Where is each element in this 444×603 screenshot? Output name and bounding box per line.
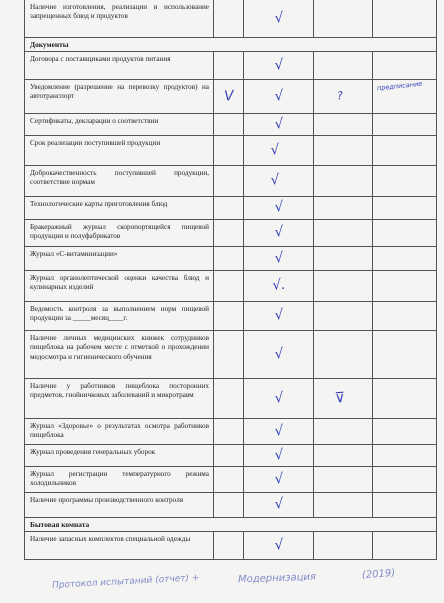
column-2-cell [243,302,313,330]
criterion-text: Технологические карты приготовления блюд [30,200,168,208]
column-3-cell [313,445,372,466]
column-4-cell [372,0,436,37]
column-3-cell [313,136,372,165]
column-3-cell [313,52,372,79]
column-4-cell [372,271,436,301]
column-2-cell [243,114,313,135]
column-4-cell [372,302,436,330]
checkmark-handwritten: √ [273,389,284,407]
column-4-cell [372,220,436,246]
column-2-cell [243,136,313,165]
column-1-cell [213,271,243,301]
column-2-cell [243,80,313,113]
column-4-cell [372,493,436,517]
checkmark-handwritten: √ [273,307,284,324]
column-2-cell [243,532,313,559]
section-header-row [25,518,436,532]
column-3-cell [313,247,372,270]
column-1-cell [213,419,243,444]
checklist-row [25,445,436,467]
column-4-cell [372,114,436,135]
checklist-row [25,114,436,136]
column-4-cell [372,379,436,418]
column-3-cell [313,114,372,135]
column-3-cell [313,331,372,378]
checklist-row [25,419,436,445]
column-4-cell [372,80,436,113]
column-3-cell [313,493,372,517]
column-1-cell [213,493,243,517]
column-2-cell [243,445,313,466]
checkmark-handwritten: √. [271,276,286,294]
checklist-row [25,467,436,493]
criterion-text: Доброкачественность поступившей продукции, соответствие нормам [30,169,209,187]
column-2-cell [243,220,313,246]
column-3-cell [313,379,372,418]
checkmark-handwritten: √ [273,345,284,363]
checklist-row [25,52,436,80]
checkmark-handwritten: √ [273,87,284,105]
column-2-cell [243,0,313,37]
checklist-row [25,80,436,114]
column-1-cell [213,114,243,135]
checkmark-handwritten: √ [273,115,284,133]
column-2-cell [243,493,313,517]
column-1-cell [213,532,243,559]
column-1-cell [213,220,243,246]
checklist-row [25,532,436,560]
criterion-text: Ведомость контроля за выполнением норм пищевой продукции за _____месяц____г. [30,305,209,323]
checkmark-handwritten: √ [273,56,284,74]
column-1-cell [213,247,243,270]
checkmark-handwritten: √ [273,536,284,554]
criterion-text: Журнал органолептической оценки качества блюд и кулинарных изделий [30,274,209,292]
checkmark-handwritten: √ [273,224,284,241]
checklist-row [25,493,436,518]
column-4-cell [372,419,436,444]
column-1-cell [213,166,243,196]
checklist-row [25,220,436,247]
criterion-text: Журнал «С-витаминизации» [30,250,118,258]
column-1-cell [213,52,243,79]
column-1-cell [213,80,243,113]
criterion-text: Наличие запасных комплектов специальной одежды [30,535,191,543]
criterion-text: Бракеражный журнал скоропортящейся пищевой продукции и полуфабрикатов [30,223,209,241]
checklist-row [25,331,436,379]
criterion-text: Сертификаты, декларации о соответствии [30,117,159,125]
checkmark-handwritten: √ [273,446,284,464]
column-3-cell [313,166,372,196]
column-3-cell [313,467,372,492]
column-2-cell [243,271,313,301]
checklist-row [25,302,436,331]
checklist-row [25,197,436,220]
column-3-cell [313,271,372,301]
criterion-text: Срок реализации поступившей продукции [30,139,161,147]
column-4-cell [372,197,436,219]
section-header-row [25,38,436,52]
handwritten-v-mark: V [223,87,234,105]
column-2-cell [243,379,313,418]
checklist-row [25,379,436,419]
checkmark-handwritten: √ [270,172,281,189]
checkmark-handwritten: √ [273,496,284,513]
section-title: Документы [30,40,69,49]
column-3-cell [313,197,372,219]
criterion-text: Договора с поставщиками продуктов питания [30,55,171,63]
section-title: Бытовая комната [30,520,90,529]
column-3-cell [313,0,372,37]
column-4-cell [372,331,436,378]
checklist-table [24,0,437,560]
column-1-cell [213,136,243,165]
footer-handwriting-left: Протокол испытаний (отчет) + [51,573,200,591]
checkmark-handwritten: √ [273,422,284,440]
column-2-cell [243,247,313,270]
checklist-row [25,271,436,302]
column-4-cell [372,467,436,492]
checkmark-handwritten: √ [273,249,284,267]
column-2-cell [243,197,313,219]
criterion-text: Журнал «Здоровье» о результатах осмотра работников пищеблока [30,422,209,440]
criterion-text: Журнал регистрации температурного режима холодильников [30,470,209,488]
column-4-cell [372,532,436,559]
checklist-row [25,136,436,166]
checkmark-handwritten: √ [273,199,284,216]
handwritten-note: предписание [376,79,423,93]
checklist-row [25,247,436,271]
column-2-cell [243,467,313,492]
criterion-text: Наличие изготовления, реализации и использование запрещенных блюд и продуктов [30,3,209,21]
column-3-cell [313,220,372,246]
column-3-cell [313,532,372,559]
criterion-text: Уведомление (разрешение на перевозку продуктов) на автотранспорт [30,83,209,101]
criterion-text: Наличие у работников пищеблока посторонних предметов, гнойничковых заболеваний и микротравм [30,382,209,400]
column-4-cell [372,166,436,196]
column-4-cell [372,445,436,466]
criterion-text: Журнал проведения генеральных уборок [30,448,156,456]
criterion-text: Наличие личных медицинских книжек сотрудников пищеблока на рабочем месте с отметкой о прохождении медосмотра и гигиенического обучения [30,334,209,361]
column-2-cell [243,331,313,378]
column-3-cell [313,302,372,330]
column-1-cell [213,197,243,219]
checkmark-handwritten: √ [270,141,281,159]
column-3-cell [313,419,372,444]
column-1-cell [213,467,243,492]
footer-handwriting-right: Модернизация [237,571,317,586]
column-4-cell [372,136,436,165]
handwritten-mark-col3: ⊽ [334,389,346,407]
column-1-cell [213,302,243,330]
checklist-row [25,166,436,197]
column-4-cell [372,52,436,79]
checklist-row [25,0,436,38]
column-1-cell [213,445,243,466]
column-1-cell [213,379,243,418]
column-2-cell [243,166,313,196]
column-4-cell [372,247,436,270]
question-mark: ? [336,88,344,102]
column-2-cell [243,419,313,444]
column-3-cell [313,80,372,113]
criterion-text: Наличие программы производственного контроля [30,496,184,504]
column-1-cell [213,0,243,37]
footer-handwriting-year: (2019) [361,567,396,582]
checkmark-handwritten: √ [273,9,284,27]
column-1-cell [213,331,243,378]
checkmark-handwritten: √ [273,470,284,488]
column-2-cell [243,52,313,79]
